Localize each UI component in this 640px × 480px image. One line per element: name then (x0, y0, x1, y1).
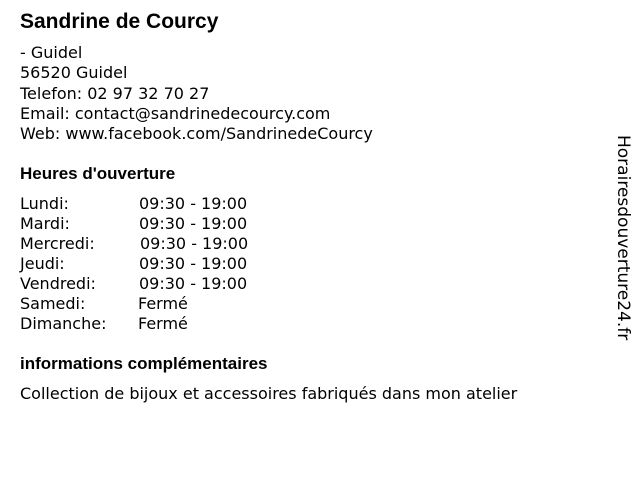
business-name: Sandrine de Courcy (20, 10, 219, 33)
website-line: Web: www.facebook.com/SandrinedeCourcy (20, 124, 373, 143)
city-line: 56520 Guidel (20, 63, 128, 82)
hours-value: Fermé (138, 314, 188, 333)
opening-hours-heading: Heures d'ouverture (20, 164, 176, 183)
phone-line: Telefon: 02 97 32 70 27 (20, 84, 210, 103)
additional-info-heading: informations complémentaires (20, 354, 268, 373)
hours-value: 09:30 - 19:00 (139, 194, 248, 213)
day-label: Mercredi: (20, 234, 95, 253)
day-label: Mardi: (20, 214, 70, 233)
day-label: Samedi: (20, 294, 86, 313)
street-line: - Guidel (20, 43, 83, 62)
hours-value: 09:30 - 19:00 (139, 274, 248, 293)
hours-value: 09:30 - 19:00 (140, 234, 249, 253)
day-label: Lundi: (20, 194, 69, 213)
hours-value: 09:30 - 19:00 (139, 214, 248, 233)
email-line: Email: contact@sandrinedecourcy.com (20, 104, 331, 123)
day-label: Dimanche: (20, 314, 107, 333)
hours-value: 09:30 - 19:00 (139, 254, 248, 273)
additional-info-text: Collection de bijoux et accessoires fabriqués dans mon atelier (20, 384, 518, 403)
site-watermark: Horairesdouverture24.fr (613, 135, 633, 341)
day-label: Vendredi: (20, 274, 96, 293)
hours-value: Fermé (138, 294, 188, 313)
day-label: Jeudi: (20, 254, 65, 273)
